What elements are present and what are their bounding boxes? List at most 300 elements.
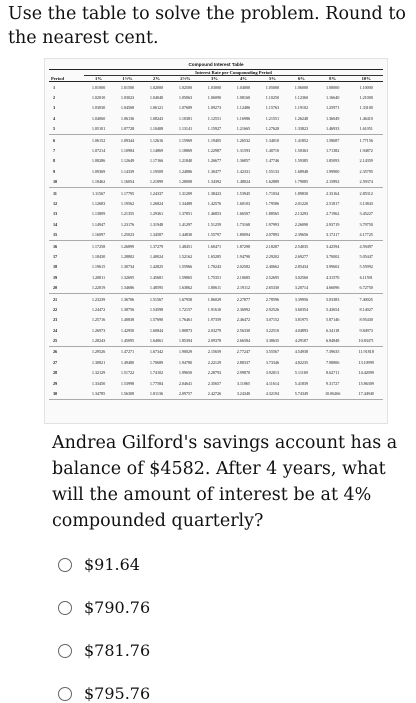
factor-cell: 1.11567 — [91, 190, 106, 196]
table-row — [49, 92, 383, 102]
rate-header: 10% — [349, 76, 383, 82]
factor-cell: 1.17258 — [91, 243, 106, 249]
factor-cell: 2.09378 — [200, 335, 229, 346]
factor-cell: 2.69277 — [294, 253, 309, 259]
factor-cell: 1.07689 — [178, 105, 193, 111]
radio-button[interactable] — [58, 601, 72, 615]
table-row — [49, 198, 383, 208]
table-row — [49, 251, 383, 261]
factor-cell: 1.13809 — [91, 211, 106, 217]
factor-cell: 2.33164 — [325, 190, 340, 196]
factor-cell: 1.30821 — [91, 359, 106, 365]
factor-cell: 1.06136 — [120, 115, 135, 121]
factor-cell: 1.27628 — [258, 124, 287, 135]
factor-cell: 1.64061 — [142, 335, 171, 346]
factor-cell: 1.48451 — [178, 243, 193, 249]
factor-cell: 1.12616 — [149, 137, 164, 143]
factor-cell: 1.21840 — [178, 158, 193, 164]
factor-cell: 1.60844 — [149, 327, 164, 333]
factor-cell: 1.10408 — [142, 124, 171, 135]
factor-cell: 1.18869 — [178, 148, 193, 154]
period-cell: 8 — [53, 158, 56, 164]
factor-cell: 2.66584 — [229, 335, 258, 346]
factor-cell: 1.28008 — [171, 177, 200, 188]
factor-cell: 7.39635 — [325, 349, 340, 355]
factor-cell: 10.83471 — [349, 335, 383, 346]
factor-cell: 1.48595 — [142, 282, 171, 293]
period-cell: 30 — [49, 388, 84, 399]
interest-table — [49, 69, 383, 400]
factor-cell: 1.22019 — [84, 282, 113, 293]
factor-cell: 6.84848 — [316, 335, 350, 346]
factor-cell: 3.42594 — [325, 243, 340, 249]
factor-cell: 3.20714 — [287, 282, 316, 293]
factor-cell: 1.25716 — [91, 317, 106, 323]
rate-group-header: Interest Rate per Compounding Period — [84, 70, 383, 76]
factor-cell: 3.07152 — [265, 317, 280, 323]
instructions: Use the table to solve the problem. Round to the nearest cent. — [8, 4, 406, 48]
period-header: Period — [49, 76, 84, 82]
period-cell: 12 — [53, 200, 58, 206]
factor-cell: 1.26899 — [120, 243, 135, 249]
period-cell: 21 — [53, 296, 58, 302]
factor-cell: 2.18287 — [265, 243, 280, 249]
table-title: Compound Interest Table — [188, 62, 244, 67]
table-row — [49, 145, 383, 155]
factor-cell: 3.60354 — [294, 306, 309, 312]
factor-cell: 1.70243 — [207, 264, 222, 270]
factor-cell: 1.30734 — [120, 264, 135, 270]
factor-cell: 1.34686 — [113, 282, 142, 293]
factor-cell: 2.54035 — [294, 243, 309, 249]
factor-cell: 2.22129 — [207, 359, 222, 365]
period-cell: 28 — [53, 370, 58, 376]
period-cell: 4 — [53, 115, 56, 121]
rate-header: 3% — [200, 76, 229, 82]
factor-cell: 5.74349 — [287, 388, 316, 399]
table-row — [49, 378, 383, 388]
factor-cell: 4.04893 — [294, 327, 309, 333]
table-row — [49, 124, 383, 135]
period-cell: 1 — [53, 84, 56, 90]
factor-cell: 1.28802 — [120, 253, 135, 259]
factor-cell: 2.52695 — [265, 274, 280, 280]
factor-cell: 1.10000 — [359, 84, 373, 90]
factor-cell: 1.21551 — [265, 115, 280, 121]
period-cell: 17 — [53, 253, 58, 259]
factor-cell: 3.92013 — [265, 370, 280, 376]
factor-cell: 2.19112 — [229, 282, 258, 293]
factor-cell: 1.72157 — [178, 306, 193, 312]
factor-cell: 1.18430 — [91, 253, 106, 259]
factor-cell: 1.07214 — [91, 148, 106, 154]
period-cell: 5 — [49, 124, 84, 135]
factor-cell: 1.52162 — [178, 253, 193, 259]
factor-cell: 1.59385 — [294, 158, 309, 164]
radio-button[interactable] — [58, 558, 72, 572]
period-cell: 10 — [49, 177, 84, 188]
factor-cell: 3.39956 — [294, 296, 309, 302]
factor-cell: 1.36706 — [120, 296, 135, 302]
factor-cell: 2.10685 — [236, 274, 251, 280]
factor-cell: 2.85312 — [359, 190, 373, 196]
factor-cell: 1.44830 — [171, 229, 200, 240]
factor-cell: 11.91818 — [358, 349, 374, 355]
factor-cell: 1.02500 — [178, 84, 193, 90]
factor-cell: 1.26677 — [207, 158, 222, 164]
factor-cell: 1.53998 — [120, 380, 135, 386]
factor-cell: 1.85093 — [325, 158, 340, 164]
factor-cell: 1.04000 — [236, 84, 251, 90]
factor-cell: 5.87146 — [325, 317, 340, 323]
period-cell: 19 — [53, 274, 58, 280]
factor-cell: 9.31727 — [325, 380, 340, 386]
table-row — [49, 272, 383, 282]
period-cell: 25 — [49, 335, 84, 346]
rate-header: 1½% — [113, 76, 142, 82]
factor-cell: 17.44940 — [349, 388, 383, 399]
factor-cell: 1.08160 — [236, 95, 251, 101]
factor-cell: 2.35795 — [359, 168, 373, 174]
factor-cell: 1.29526 — [91, 349, 106, 355]
factor-cell: 2.65330 — [258, 282, 287, 293]
period-cell: 29 — [53, 380, 58, 386]
period-cell: 27 — [53, 359, 58, 365]
factor-cell: 2.29202 — [265, 253, 280, 259]
factor-cell: 1.40710 — [265, 148, 280, 154]
option-c[interactable] — [58, 641, 150, 660]
factor-cell: 1.36049 — [325, 115, 340, 121]
factor-cell: 1.91610 — [207, 306, 222, 312]
factor-cell: 1.01000 — [91, 84, 106, 90]
factor-cell: 1.40838 — [120, 317, 135, 323]
factor-cell: 1.55966 — [178, 264, 193, 270]
factor-cell: 14.42099 — [358, 370, 374, 376]
factor-cell: 4.29187 — [287, 335, 316, 346]
period-cell: 23 — [53, 317, 58, 323]
factor-cell: 1.04060 — [91, 115, 106, 121]
factor-cell: 1.14947 — [91, 221, 106, 227]
factor-cell: 1.20811 — [91, 274, 106, 280]
factor-cell: 1.33450 — [91, 380, 106, 386]
factor-cell: 1.16054 — [113, 177, 142, 188]
factor-cell: 2.78596 — [265, 296, 280, 302]
factor-cell: 4.32194 — [258, 388, 287, 399]
period-cell: 14 — [53, 221, 58, 227]
factor-cell: 1.94872 — [359, 148, 373, 154]
factor-cell: 1.08000 — [325, 84, 340, 90]
factor-cell: 1.02010 — [91, 95, 106, 101]
factor-cell: 1.42825 — [149, 264, 164, 270]
factor-cell: 1.62889 — [258, 177, 287, 188]
factor-cell: 1.54598 — [149, 306, 164, 312]
option-a[interactable] — [58, 555, 140, 574]
factor-cell: 1.12360 — [294, 95, 309, 101]
factor-cell: 1.61051 — [349, 124, 383, 135]
factor-cell: 1.15969 — [178, 137, 193, 143]
factor-cell: 2.27877 — [236, 296, 251, 302]
option-label: $790.76 — [84, 598, 151, 617]
factor-cell: 3.02560 — [294, 274, 309, 280]
factor-cell: 1.71382 — [325, 148, 340, 154]
factor-cell: 3.13843 — [359, 200, 373, 206]
factor-cell: 2.85434 — [294, 264, 309, 270]
factor-cell: 1.42576 — [207, 200, 222, 206]
factor-cell: 5.11169 — [294, 370, 308, 376]
factor-cell: 1.23239 — [91, 296, 106, 302]
factor-cell: 1.26824 — [149, 200, 164, 206]
factor-cell: 1.24886 — [178, 168, 193, 174]
factor-cell: 1.71034 — [265, 190, 280, 196]
factor-cell: 1.53945 — [236, 190, 251, 196]
factor-cell: 1.33100 — [359, 105, 373, 111]
factor-cell: 1.19405 — [207, 137, 222, 143]
factor-cell: 1.57690 — [149, 317, 164, 323]
question-text: Andrea Gilford's savings account has a balance of $4582. After 4 years, what will the amount of interest be at 4% compounded quarterly? — [52, 433, 398, 531]
period-cell: 15 — [49, 229, 84, 240]
factor-cell: 1.97359 — [207, 317, 222, 323]
option-d[interactable] — [58, 684, 150, 703]
table-row — [49, 134, 383, 145]
table-body — [49, 82, 383, 400]
factor-cell: 8.14027 — [359, 306, 373, 312]
factor-cell: 1.08286 — [91, 158, 106, 164]
option-label: $781.76 — [84, 641, 151, 660]
factor-cell: 1.03030 — [91, 105, 106, 111]
factor-cell: 1.10381 — [178, 115, 193, 121]
factor-cell: 1.28243 — [84, 335, 113, 346]
table-row — [49, 156, 383, 166]
factor-cell: 1.76461 — [178, 317, 193, 323]
factor-cell: 1.97993 — [265, 221, 280, 227]
factor-cell: 1.33823 — [287, 124, 316, 135]
factor-cell: 1.90029 — [178, 349, 193, 355]
factor-cell: 1.65285 — [207, 253, 222, 259]
factor-cell: 5.55992 — [359, 264, 373, 270]
factor-cell: 1.68948 — [294, 168, 309, 174]
factor-cell: 1.41852 — [294, 137, 309, 143]
factor-cell: 1.04568 — [120, 105, 135, 111]
factor-cell: 1.21665 — [229, 124, 258, 135]
factor-cell: 1.09273 — [207, 105, 222, 111]
factor-cell: 1.16986 — [236, 115, 251, 121]
factor-cell: 1.09344 — [120, 137, 135, 143]
factor-cell: 8.62711 — [326, 370, 340, 376]
factor-cell: 3.55567 — [265, 349, 280, 355]
factor-cell: 1.06121 — [149, 105, 164, 111]
factor-cell: 1.15927 — [200, 124, 229, 135]
rate-header: 8% — [316, 76, 350, 82]
factor-cell: 1.30477 — [207, 168, 222, 174]
factor-cell: 1.55133 — [265, 168, 280, 174]
factor-cell: 1.08243 — [149, 115, 164, 121]
factor-cell: 1.79586 — [265, 200, 280, 206]
factor-cell: 1.32129 — [91, 370, 106, 376]
factor-cell: 4.17725 — [349, 229, 383, 240]
factor-cell: 1.74102 — [149, 370, 164, 376]
factor-cell: 4.82235 — [294, 359, 309, 365]
table-row — [49, 315, 383, 325]
factor-cell: 1.50363 — [294, 148, 309, 154]
factor-cell: 1.94780 — [178, 359, 193, 365]
factor-cell: 2.51817 — [325, 200, 340, 206]
radio-button[interactable] — [58, 687, 72, 701]
factor-cell: 3.79750 — [359, 221, 373, 227]
option-b[interactable] — [58, 598, 150, 617]
factor-cell: 1.21899 — [142, 177, 171, 188]
factor-cell: 1.37279 — [149, 243, 164, 249]
factor-cell: 5.43654 — [325, 306, 340, 312]
factor-cell: 2.56330 — [236, 327, 251, 333]
period-cell: 26 — [53, 349, 58, 355]
factor-cell: 2.77247 — [236, 349, 251, 355]
factor-cell: 1.41297 — [178, 221, 193, 227]
factor-cell: 15.86309 — [358, 380, 374, 386]
factor-cell: 6.11591 — [359, 274, 373, 280]
factor-cell: 1.51722 — [120, 370, 135, 376]
factor-cell: 1.75351 — [207, 274, 222, 280]
factor-cell: 1.26532 — [236, 137, 251, 143]
factor-cell: 1.34489 — [178, 200, 193, 206]
factor-cell: 1.12486 — [236, 105, 251, 111]
factor-cell: 1.94790 — [236, 253, 251, 259]
factor-cell: 1.38756 — [120, 306, 135, 312]
rate-header: 2½% — [171, 76, 200, 82]
factor-cell: 2.14359 — [359, 158, 373, 164]
period-cell: 18 — [53, 264, 58, 270]
factor-cell: 1.25971 — [325, 105, 340, 111]
factor-cell: 1.19615 — [91, 264, 106, 270]
factor-cell: 4.59497 — [359, 243, 373, 249]
factor-cell: 1.55797 — [200, 229, 229, 240]
factor-cell: 4.31570 — [325, 274, 340, 280]
table-row — [49, 357, 383, 367]
factor-cell: 1.07728 — [113, 124, 142, 135]
factor-cell: 1.63862 — [171, 282, 200, 293]
factor-cell: 1.19509 — [149, 168, 164, 174]
factor-cell: 1.99900 — [325, 168, 340, 174]
factor-cell: 1.12551 — [207, 115, 222, 121]
factor-cell: 1.05000 — [265, 84, 280, 90]
factor-cell: 1.89830 — [294, 190, 309, 196]
table-row — [49, 335, 383, 346]
factor-cell: 1.14869 — [149, 148, 164, 154]
factor-cell: 1.21000 — [359, 95, 373, 101]
factor-cell: 2.42726 — [200, 388, 229, 399]
factor-cell: 1.42950 — [120, 327, 135, 333]
table-row — [49, 304, 383, 314]
factor-cell: 1.80873 — [178, 327, 193, 333]
table-row — [49, 262, 383, 272]
factor-cell: 1.73168 — [236, 221, 251, 227]
factor-cell: 1.86029 — [207, 296, 222, 302]
factor-cell: 1.38423 — [207, 190, 222, 196]
factor-cell: 1.51567 — [149, 296, 164, 302]
period-cell: 3 — [53, 105, 56, 111]
factor-cell: 1.17795 — [120, 190, 135, 196]
factor-cell: 2.99870 — [236, 370, 251, 376]
table-row — [49, 388, 383, 399]
factor-cell: 4.66096 — [316, 282, 350, 293]
radio-button[interactable] — [58, 644, 72, 658]
table-row — [49, 325, 383, 335]
factor-cell: 3.81975 — [294, 317, 309, 323]
factor-cell: 1.37851 — [178, 211, 193, 217]
factor-cell: 1.46933 — [316, 124, 350, 135]
table-row — [49, 229, 383, 240]
factor-cell: 1.47746 — [265, 158, 280, 164]
period-cell: 16 — [53, 243, 58, 249]
table-row — [49, 293, 383, 304]
rate-header: 2% — [142, 76, 171, 82]
period-cell: 9 — [53, 168, 56, 174]
factor-cell: 1.31209 — [178, 190, 193, 196]
factor-cell: 1.24337 — [149, 190, 164, 196]
factor-cell: 1.05063 — [178, 95, 193, 101]
rate-header: 6% — [287, 76, 316, 82]
factor-cell: 1.03000 — [207, 84, 222, 90]
factor-cell: 2.46472 — [236, 317, 251, 323]
period-cell: 24 — [53, 327, 58, 333]
table-row — [49, 346, 383, 357]
factor-cell: 1.80611 — [200, 282, 229, 293]
factor-cell: 1.19562 — [120, 200, 135, 206]
factor-cell: 1.58687 — [325, 137, 340, 143]
factor-cell: 1.51259 — [207, 221, 222, 227]
factor-cell: 2.35657 — [207, 380, 222, 386]
factor-cell: 1.60471 — [207, 243, 222, 249]
period-cell: 2 — [53, 95, 56, 101]
factor-cell: 1.80094 — [229, 229, 258, 240]
factor-cell: 1.10250 — [265, 95, 280, 101]
factor-cell: 5.05447 — [359, 253, 373, 259]
factor-cell: 1.09369 — [91, 168, 106, 174]
factor-cell: 1.66507 — [236, 211, 251, 217]
factor-cell: 2.03279 — [207, 327, 222, 333]
table-row — [49, 177, 383, 188]
factor-cell: 1.49480 — [120, 359, 135, 365]
factor-cell: 1.32695 — [120, 274, 135, 280]
factor-cell: 3.22510 — [265, 327, 280, 333]
factor-cell: 1.47271 — [120, 349, 135, 355]
rate-header: 1% — [84, 76, 113, 82]
factor-cell: 7.98806 — [325, 359, 340, 365]
factor-cell: 1.31593 — [236, 148, 251, 154]
table-row — [49, 166, 383, 176]
table-row — [49, 113, 383, 123]
factor-cell: 2.15659 — [207, 349, 222, 355]
table-row — [49, 187, 383, 198]
factor-cell: 1.04040 — [149, 95, 164, 101]
factor-cell: 1.77584 — [149, 380, 164, 386]
factor-cell: 4.11614 — [265, 380, 279, 386]
period-cell: 13 — [53, 211, 58, 217]
factor-cell: 1.34392 — [200, 177, 229, 188]
option-label: $795.76 — [84, 684, 151, 703]
factor-cell: 1.46853 — [207, 211, 222, 217]
factor-cell: 5.41839 — [294, 380, 309, 386]
factor-cell: 1.12649 — [120, 158, 135, 164]
period-cell: 6 — [53, 137, 56, 143]
factor-cell: 2.01220 — [294, 200, 309, 206]
factor-cell: 1.77156 — [359, 137, 373, 143]
factor-cell: 9.84973 — [359, 327, 373, 333]
factor-cell: 2.92526 — [265, 306, 280, 312]
factor-cell: 13.10999 — [358, 359, 374, 365]
factor-cell: 3.17217 — [316, 229, 350, 240]
factor-cell: 2.13293 — [294, 211, 309, 217]
factor-cell: 2.59374 — [349, 177, 383, 188]
